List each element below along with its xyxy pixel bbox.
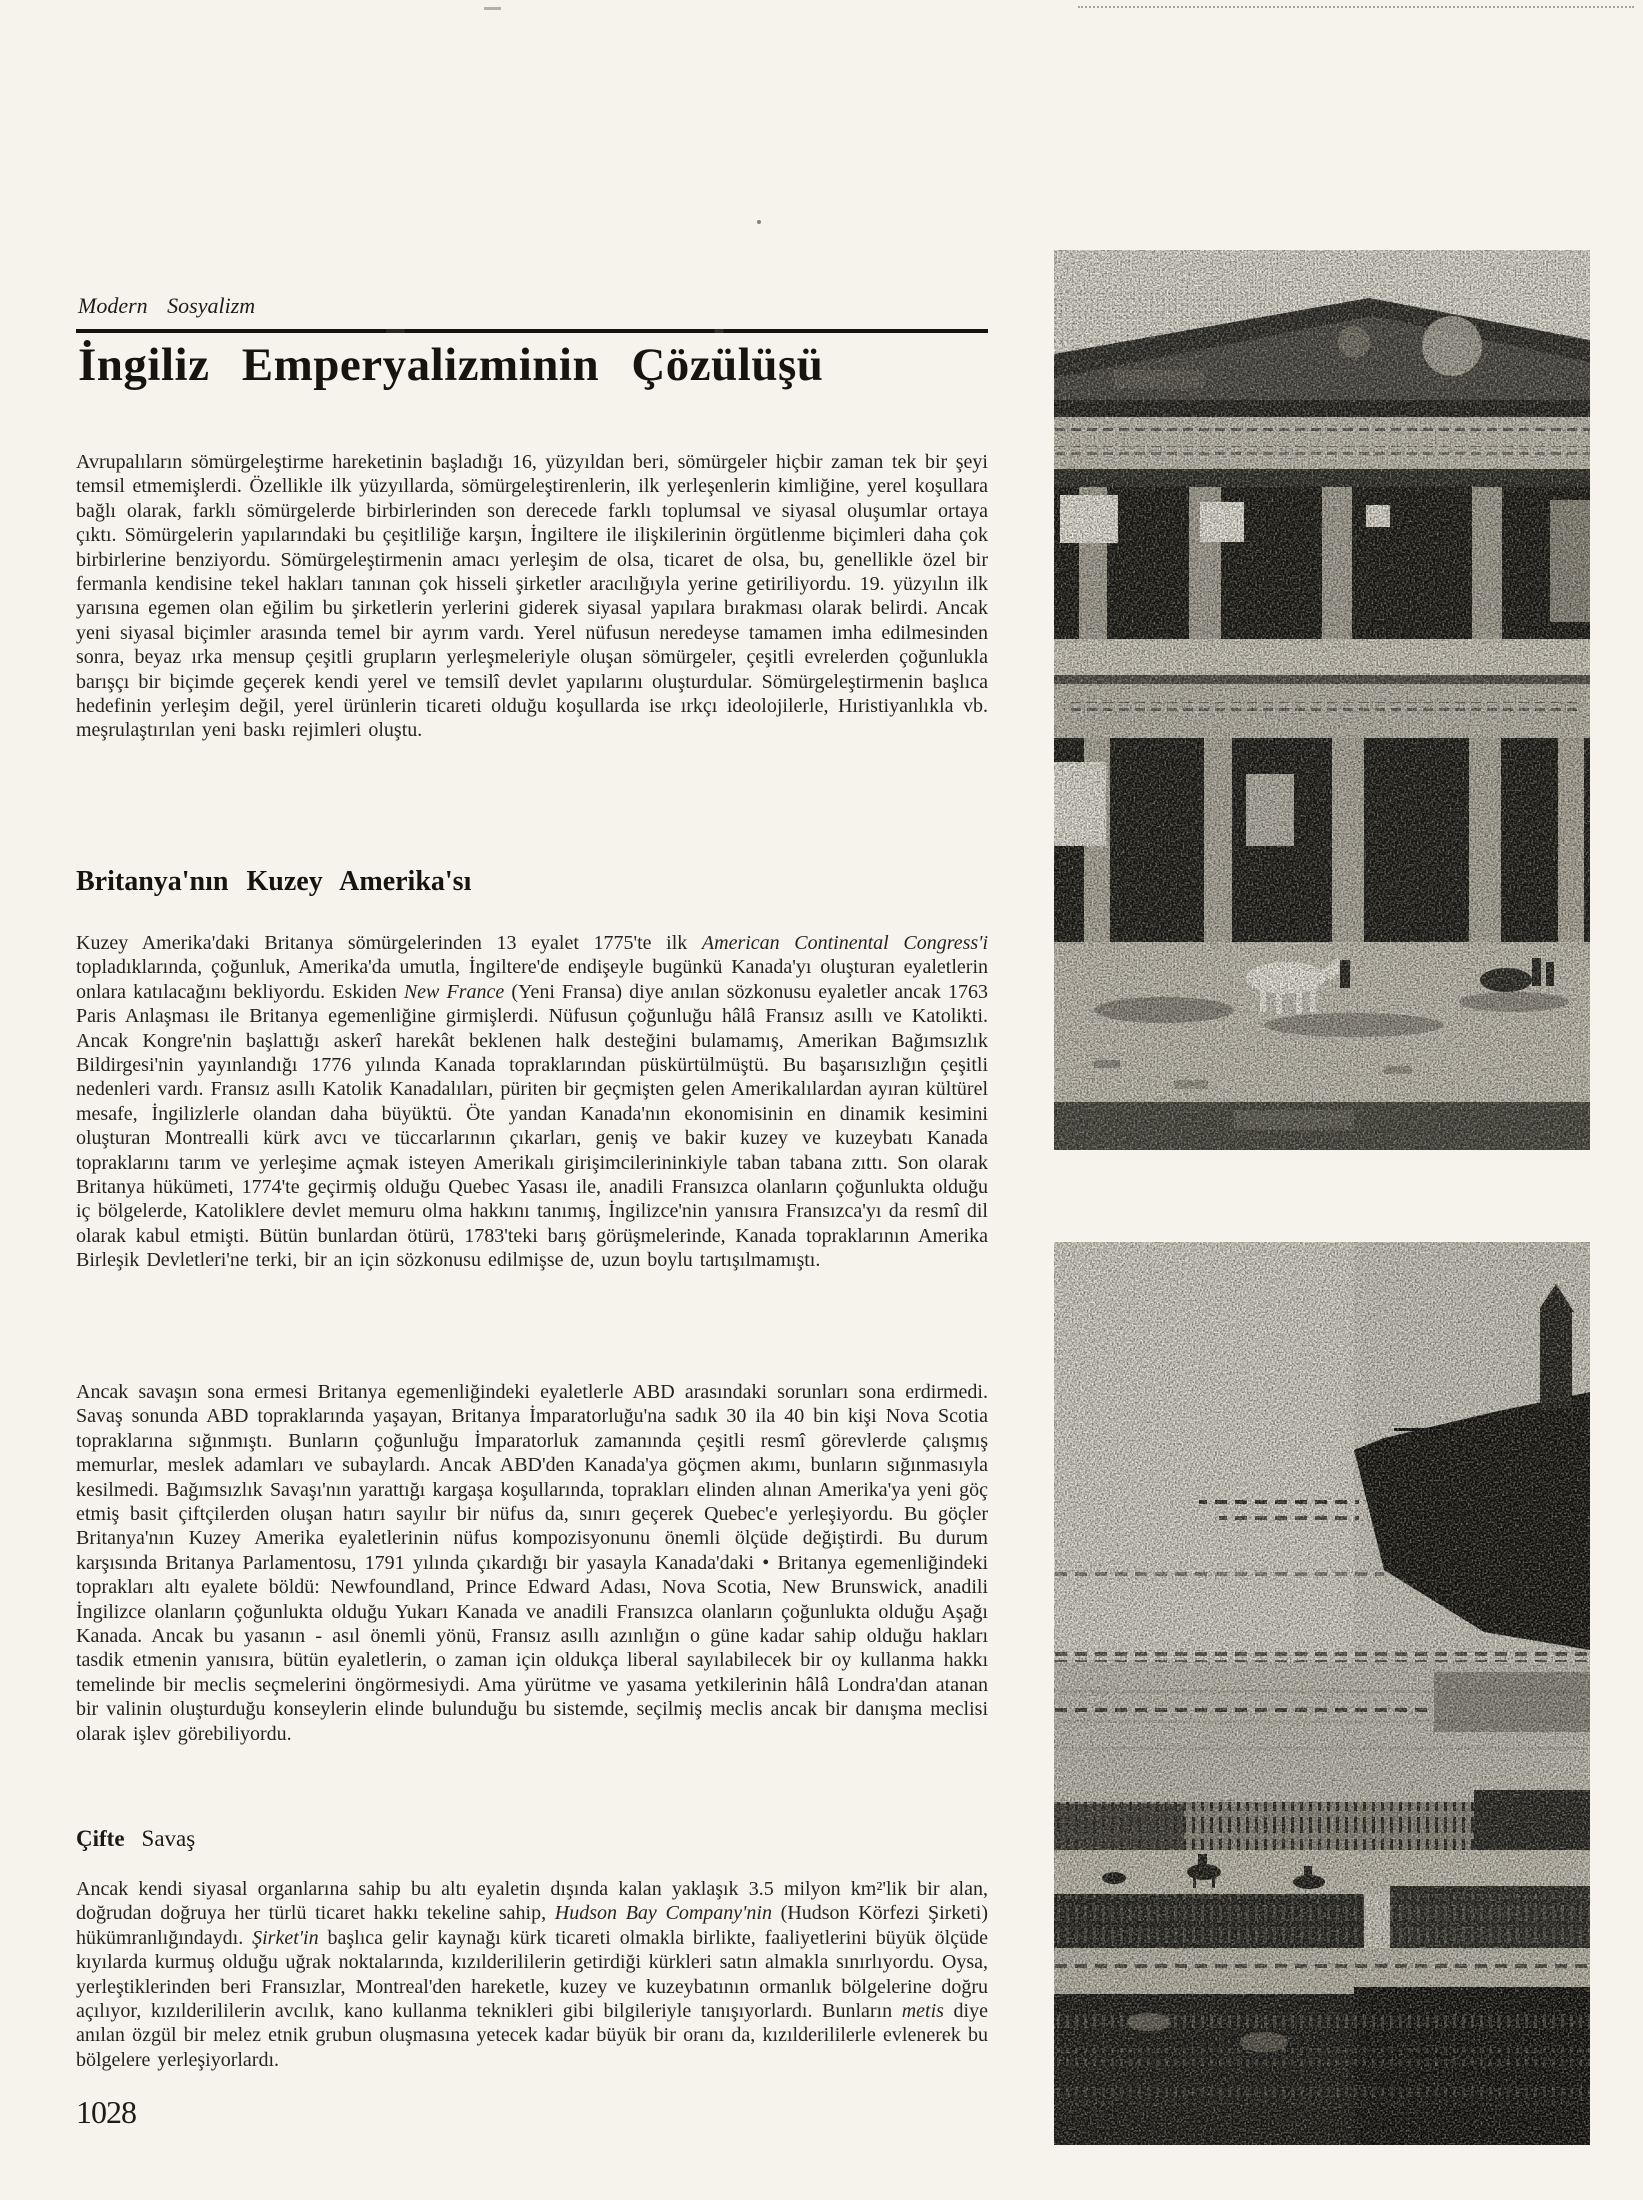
text-run: (Hudson Körfezi Şirketi) hükümranlığındaydı. <box>76 1902 988 1949</box>
text-run: topladıklarında, çoğunluk, Amerika'da umutla, İngiltere'de endişeyle bugünkü Kanada'yı oluşturan eyaletlerin onlara katılacağını bekliyordu. Eskiden <box>76 956 988 1003</box>
italic-text-run: metis <box>901 2000 944 2023</box>
text-run: başlıca gelir kaynağı kürk ticareti olmakla birlikte, faaliyetlerini büyük ölçüde kıyılarda kurmuş olduğu uğrak noktalarında, kızılderililerin getirdiği kürkleri satın almakla sınırlıyordu. Oysa, yerleştiklerinden beri Fransızlar, Montreal'den hareketle, kuzey ve kuzeybatının ormanlık bölgelerine doğru açılıyor, kızılderililerin avcılık, kano kullanma teknikleri gibi bilgileriyle tanışıyorlardı. Bunların <box>76 1926 988 2023</box>
subsection-heading <box>76 1826 195 1852</box>
article-title: İngiliz Emperyalizminin Çözülüşü <box>78 339 824 391</box>
italic-text-run: New France <box>403 980 505 1003</box>
photo-harbor-parade <box>1054 1242 1590 2145</box>
scan-noise-dot <box>757 220 761 224</box>
scan-noise-mark <box>484 7 501 10</box>
text-run: Ancak savaşın sona ermesi Britanya egemenliğindeki eyaletlerle ABD arasındaki sorunları sona erdirmedi. Savaş sonunda ABD topraklarında yaşayan, Britanya İmparatorluğu'na sadık 30 ila 40 bin kişi Nova Scotia topraklarına sığınmıştı. Bunların çoğunluğu İmparatorluk zamanında çeşitli resmî görevlerde çalışmış memurlar, meslek adamları ve subaylardı. Ancak ABD'den Kanada'ya göçmen akımı, bunların sığınmasıyla kesilmedi. Bağımsızlık Savaşı'nın yarattığı kargaşa koşullarında, toprakları elinden alınan Amerika'ya yeni göç etmiş basit çiftçilerden oluşan hatırı sayılır bir nüfus da, sınırı geçerek Quebec'e yerleşiyordu. Bu göçler Britanya'nın Kuzey Amerika eyaletlerinin nüfus kompozisyonunu önemli ölçüde değiştirdi. Bu durum karşısında Britanya Parlamentosu, 1791 yılında çıkardığı bir yasayla Kanada'daki • Britanya egemenliğindeki toprakları altı eyalete böldü: Newfoundland, Prince Edward Adası, Nova Scotia, New Brunswick, anadili İngilizce olanların çoğunlukta olduğu Yukarı Kanada ve anadili Fransızca olanların çoğunlukta olduğu Aşağı Kanada. Ancak bu yasanın - asıl önemli yönü, Fransız asıllı azınlığın o güne kadar sahip olduğu hakları tasdik etmenin yanısıra, bütün eyaletlerin, o zaman için oldukça liberal sayılabilecek bir oy kullanma hakkı temelinde bir meclis seçmelerini öngörmesiydi. Ama yürütme ve yasama yetkilerinin hâlâ Londra'dan atanan bir valinin oluşturduğu konseylerin elinde bulunduğu bu sistemde, seçilmiş meclis ancak bir danışma meclisi olarak işlev görebiliyordu. <box>76 1381 988 1745</box>
intro-paragraph <box>76 450 988 743</box>
header-rule <box>76 329 988 333</box>
italic-text-run: American Continental Congress'i <box>701 932 989 954</box>
text-run: Kuzey Amerika'daki Britanya sömürgelerinden 13 eyalet 1775'te ilk <box>76 932 702 954</box>
section-heading: Britanya'nın Kuzey Amerika'sı <box>76 866 472 897</box>
colonial-building-photo-image <box>1054 250 1590 1150</box>
italic-text-run: Şirket'in <box>252 1926 319 1949</box>
scan-noise-dots <box>1078 6 1634 8</box>
harbor-parade-photo-image <box>1054 1242 1590 2145</box>
text-run: (Yeni Fransa) diye anılan sözkonusu eyaletler ancak 1763 Paris Anlaşması ile Britanya egemenliğine girmişlerdi. Nüfusun çoğunluğu hâlâ Fransız asıllı ve Katolikti. Ancak Kongre'nin başlattığı askerî harekât beklenen halk desteğini bulamamış, Amerikan Bağımsızlık Bildirgesi'nin yayınlandığı 1776 yılında Kanada topraklarından püskürtülmüştü. Bu başarısızlığın çeşitli nedenleri vardı. Fransız asıllı Katolik Kanadalıları, püriten bir geçmişten gelen Amerikalılardan ayıran kültürel mesafe, İngilizlerle olandan daha büyüktü. Öte yandan Kanada'nın ekonomisinin en dinamik kesimini oluşturan Montrealli kürk avcı ve tüccarlarının çıkarları, geniş ve bakir kuzey ve kuzeybatı Kanada topraklarını tarım ve yerleşime açmak isteyen Amerikalı girişimcilerininkiyle taban tabana zıttı. Son olarak Britanya hükümeti, 1774'te geçirmiş olduğu Quebec Yasası ile, anadili Fransızca olanların çoğunlukta olduğu iç bölgelerde, Katoliklere devlet memuru olma hakkını tanımış, İngilizce'nin yanısıra Fransızca'yı da resmî dil olarak kabul etmişti. Bütün bunlardan ötürü, 1783'teki barış görüşmelerinde, Kanada topraklarının Amerika Birleşik Devletleri'ne terki, bir an için sözkonusu edilmişse de, uzun boylu tartışılmamıştı. <box>76 980 988 1272</box>
subsection-heading-lead: Çifte <box>76 1826 125 1851</box>
text-run: Ancak kendi siyasal organlarına sahip bu altı eyaletin dışında kalan yaklaşık 3.5 milyon km²'lik bir alan, doğrudan doğruya her türlü ticaret hakkı tekeline sahip, <box>76 1878 988 1925</box>
subsection-heading-rest: Savaş <box>141 1826 196 1851</box>
page-number: 1028 <box>76 2094 136 2130</box>
italic-text-run: Hudson Bay Company'nin <box>554 1902 772 1925</box>
chapter-label: Modern Sosyalizm <box>78 293 256 318</box>
body-paragraph-north-america <box>76 931 988 1273</box>
photo-colonial-building <box>1054 250 1590 1150</box>
text-run: Avrupalıların sömürgeleştirme hareketinin başladığı 16, yüzyıldan beri, sömürgeler hiçbir zaman tek bir şeyi temsil etmemişlerdi. Özellikle ilk yüzyıllarda, sömürgeleştirenlerin, ilk yerleşenlerin kimliğine, yerel koşullara bağlı olarak, farklı sömürgelerde birbirlerinden son derecede farklı toplumsal ve siyasal oluşumlar ortaya çıktı. Sömürgelerin yapılarındaki bu çeşitliliğe karşın, İngiltere ile ilişkilerinin örgütlenme biçimleri daha çok birbirlerine benziyordu. Sömürgeleştirmenin amacı yerleşim de olsa, ticaret de olsa, bu, genellikle özel bir fermanla kendisine tekel hakları tanınan çok hisseli şirketler aracılığıyla yerine getiriliyordu. 19. yüzyılın ilk yarısına egemen olan eğilim bu şirketlerin yerlerini giderek siyasal yapılara bırakması olarak belirdi. Ancak yeni siyasal biçimler arasında temel bir ayrım vardı. Yerel nüfusun neredeyse tamamen imha edilmesinden sonra, beyaz ırka mensup çeşitli grupların yerleşmeleriyle oluşan sömürgeler, çeşitli evrelerden çoğunlukla barışçı bir biçimde geçerek kendi yerel ve temsilî devlet yapılarını oluşturdular. Sömürgeleştirmenin başlıca hedefinin yerleşim değil, yerel ürünlerin ticareti olduğu koşullarda ise ırkçı ideolojilerle, Hıristiyanlıkla vb. meşrulaştırılan yeni baskı rejimleri oluştu. <box>76 451 988 742</box>
body-paragraph-hudson-bay <box>76 1877 988 2072</box>
text-run: diye anılan özgül bir melez etnik grubun oluşmasına yetecek kadar büyük bir oranı da, kızılderililerle evlenerek bu bölgelere yerleşiyorlardı. <box>76 2000 988 2071</box>
body-paragraph-six-provinces <box>76 1380 988 1746</box>
